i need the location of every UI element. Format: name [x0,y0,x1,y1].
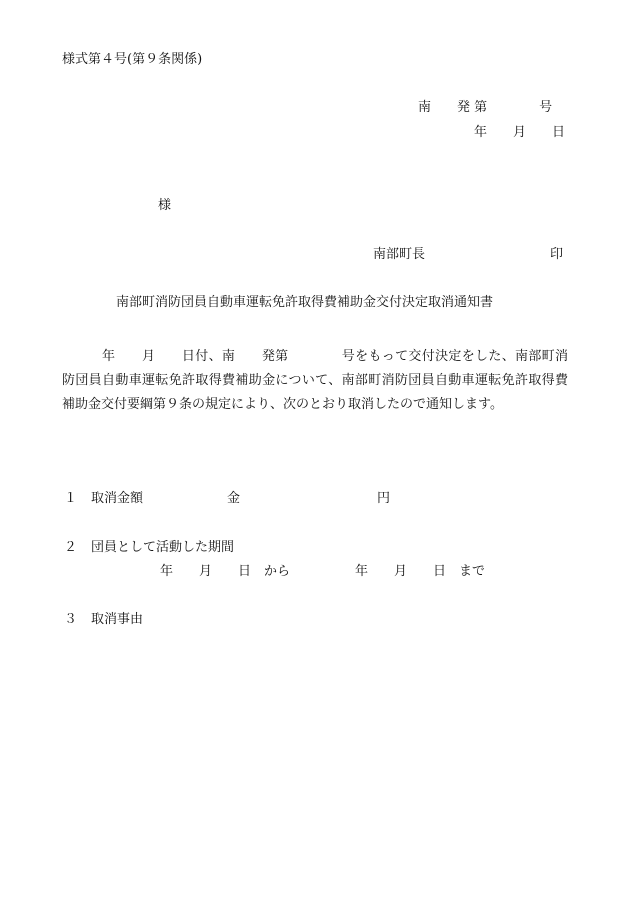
form-label: 様式第４号(第９条関係) [62,52,203,67]
notice-body-text: 年 月 日付、南 発第 号をもって交付決定をした、南部町消防団員自動車運転免許取得費補助金について、南部町消防団員自動車運転免許取得費補助金交付要綱第９条の規定により、次のとおり取消したので通知します。 [62,349,568,412]
document-date: 年 月 日 [474,125,566,140]
item-2-label: 団員として活動した期間 [91,540,235,555]
seal-mark: 印 [550,247,564,262]
addressee-suffix: 様 [158,198,172,213]
item-3-label: 取消事由 [91,612,144,627]
item-3-number: ３ [64,612,78,627]
document-number: 南 発 第 号 [418,100,553,115]
item-1-amount-unit: 円 [377,491,391,506]
item-1-amount-prefix: 金 [227,491,241,506]
item-2-period: 年 月 日 から 年 月 日 まで [160,564,486,579]
issuer-name: 南部町長 [373,247,426,262]
item-1-number: １ [64,491,78,506]
item-1-label: 取消金額 [91,491,144,506]
notice-body [62,345,568,417]
document-title: 南部町消防団員自動車運転免許取得費補助金交付決定取消通知書 [116,295,494,310]
item-2-number: ２ [64,540,78,555]
